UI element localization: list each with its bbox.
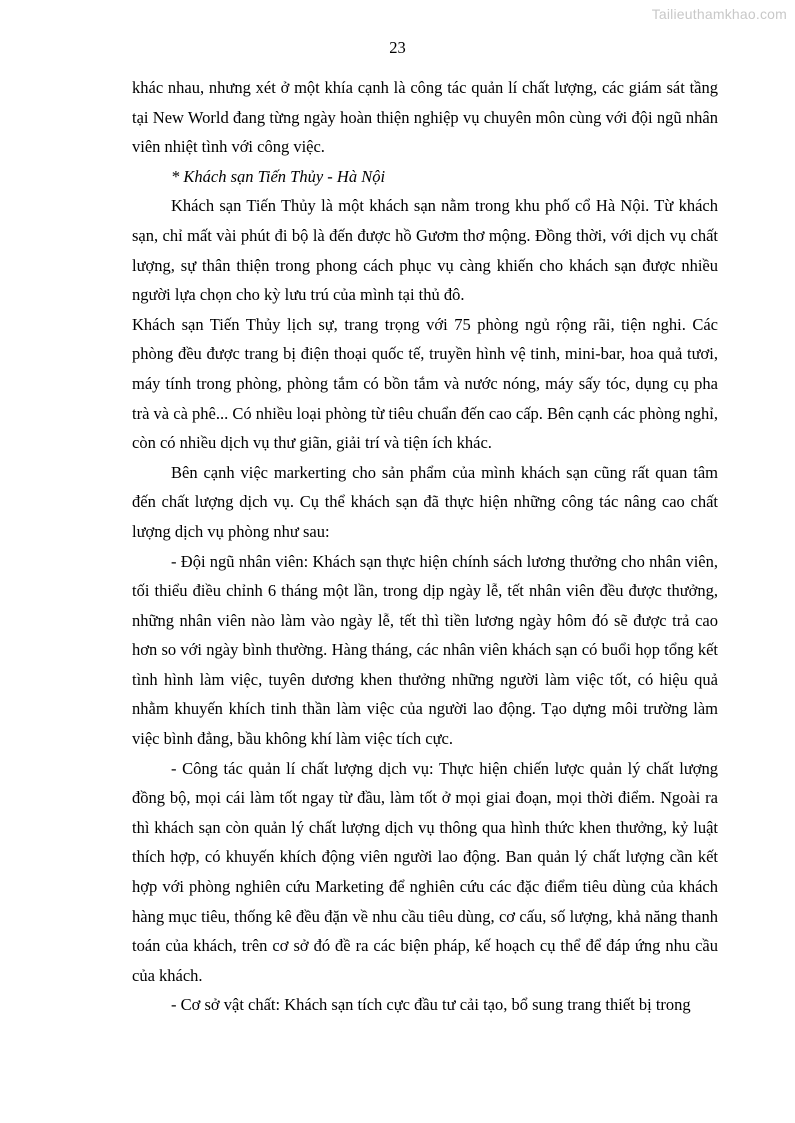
paragraph-quality-management: - Công tác quản lí chất lượng dịch vụ: Thực hiện chiến lược quản lý chất lượng đồng bộ, mọi cái làm tốt ngay từ đầu, làm tốt ở mọi giai đoạn, mọi thời điểm. Ngoài ra thì khách sạn còn quản lý chất lượng dịch vụ thông qua hình thức khen thưởng, kỷ luật thích hợp, có khuyến khích động viên người lao động. Ban quản lý chất lượng cần kết hợp với phòng nghiên cứu Marketing để nghiên cứu các đặc điểm tiêu dùng của khách hàng mục tiêu, thống kê đều đặn về nhu cầu tiêu dùng, cơ cấu, số lượng, khả năng thanh toán của khách, trên cơ sở đó đề ra các biện pháp, kế hoạch cụ thể để đáp ứng nhu cầu của khách.: [132, 758, 718, 985]
paragraph-staff: - Đội ngũ nhân viên: Khách sạn thực hiện chính sách lương thưởng cho nhân viên, tối thiểu điều chỉnh 6 tháng một lần, trong dịp ngày lễ, tết nhân viên đều được thưởng, những nhân viên nào làm vào ngày lễ, tết thì tiền lương ngày hôm đó sẽ được trả cao hơn so với ngày bình thường. Hàng tháng, các nhân viên khách sạn có buổi họp tổng kết tình hình làm việc, tuyên dương khen thưởng những người làm việc tốt, có hiệu quả nhằm khuyến khích tinh thần làm việc của người lao động. Tạo dựng môi trường làm việc bình đẳng, bầu không khí làm việc tích cực.: [132, 551, 718, 749]
paragraph-rooms: Khách sạn Tiến Thủy lịch sự, trang trọng với 75 phòng ngủ rộng rãi, tiện nghi. Các phòng đều được trang bị điện thoại quốc tế, truyền hình vệ tinh, mini-bar, hoa quả tươi, máy tính trong phòng, phòng tắm có bồn tắm và nước nóng, máy sấy tóc, dụng cụ pha trà và cà phê... Có nhiều loại phòng từ tiêu chuẩn đến cao cấp. Bên cạnh các phòng nghỉ, còn có nhiều dịch vụ thư giãn, giải trí và tiện ích khác.: [132, 314, 718, 453]
watermark: Tailieuthamkhao.com: [651, 6, 787, 22]
paragraph-service-quality: Bên cạnh việc markerting cho sản phẩm của mình khách sạn cũng rất quan tâm đến chất lượng dịch vụ. Cụ thể khách sạn đã thực hiện những công tác nâng cao chất lượng dịch vụ phòng như sau:: [132, 462, 718, 541]
document-body: [132, 73, 718, 1020]
section-heading-tien-thuy: * Khách sạn Tiến Thủy - Hà Nội: [171, 166, 386, 186]
paragraph-continuation: khác nhau, nhưng xét ở một khía cạnh là công tác quản lí chất lượng, các giám sát tầng tại New World đang từng ngày hoàn thiện nghiệp vụ chuyên môn cùng với đội ngũ nhân viên nhiệt tình với công việc.: [132, 78, 718, 157]
paragraph-intro-tien-thuy: Khách sạn Tiến Thủy là một khách sạn nằm trong khu phố cổ Hà Nội. Từ khách sạn, chỉ mất vài phút đi bộ là đến được hồ Gươm thơ mộng. Đồng thời, với dịch vụ chất lượng, sự thân thiện trong phong cách phục vụ càng khiến cho khách sạn được nhiều người lựa chọn cho kỳ lưu trú của mình tại thủ đô.: [132, 196, 718, 305]
paragraph-facilities: - Cơ sở vật chất: Khách sạn tích cực đầu tư cải tạo, bổ sung trang thiết bị trong: [171, 995, 691, 1015]
page-number: 23: [389, 38, 406, 57]
